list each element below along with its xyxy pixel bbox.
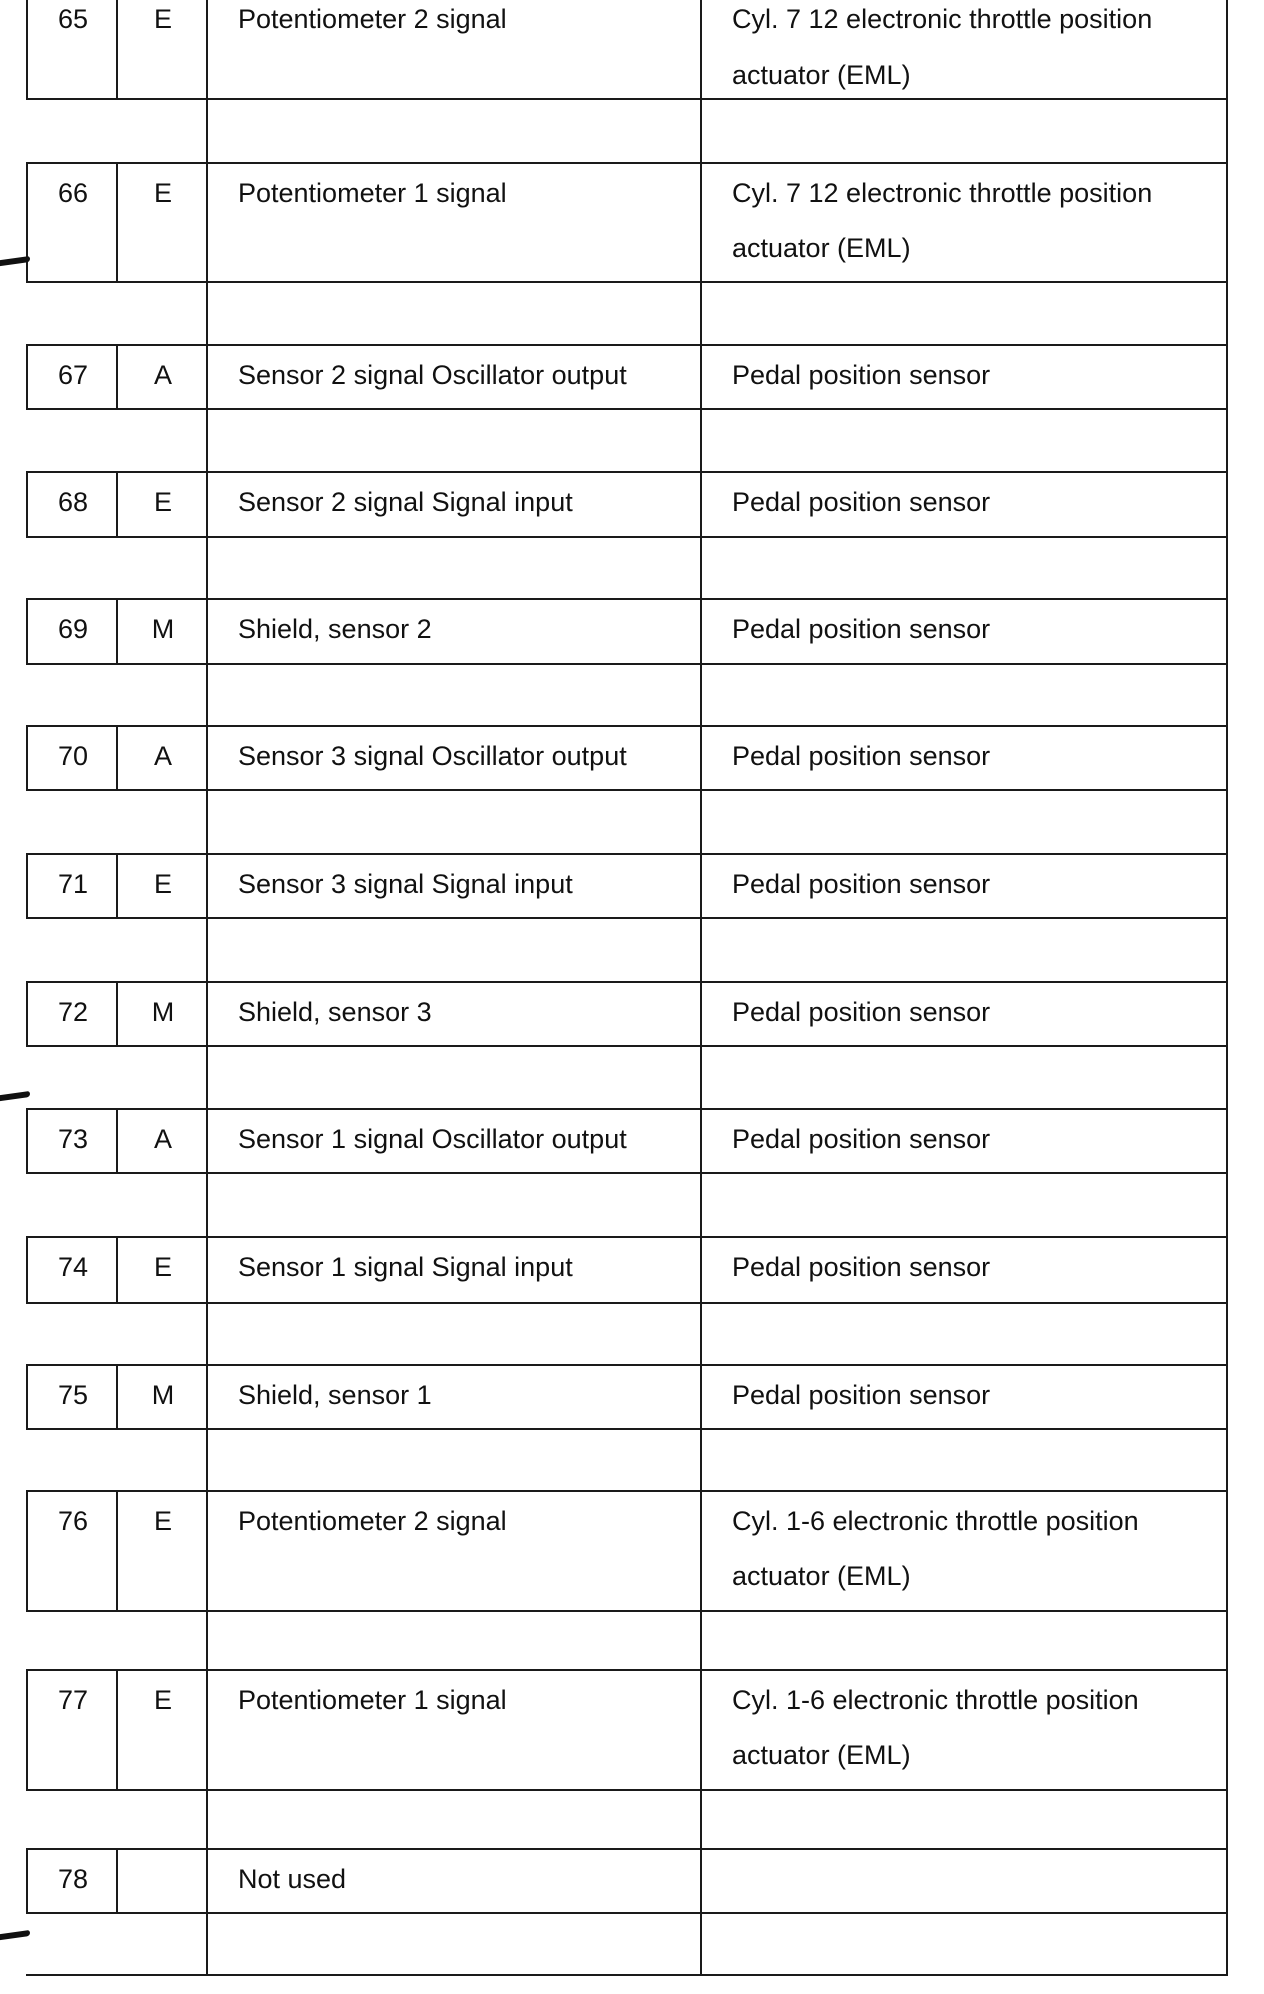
table-border xyxy=(206,408,208,471)
pin-signal: Potentiometer 2 signal xyxy=(238,1506,507,1536)
table-border xyxy=(700,471,702,536)
table-border xyxy=(1226,789,1228,853)
table-border xyxy=(26,1974,1228,1976)
table-border xyxy=(700,281,702,344)
pin-number: 70 xyxy=(57,741,89,771)
table-border xyxy=(206,1302,208,1364)
table-border xyxy=(700,1848,702,1912)
table-border xyxy=(700,536,702,598)
pin-component: Pedal position sensor xyxy=(732,997,991,1027)
pin-io-type: E xyxy=(153,1685,172,1715)
pin-io-type: A xyxy=(153,741,172,771)
pin-io-type: E xyxy=(153,1252,172,1282)
table-border xyxy=(1226,408,1228,471)
table-border xyxy=(1226,1610,1228,1669)
table-border xyxy=(206,1789,208,1848)
table-border xyxy=(206,0,208,100)
table-border xyxy=(206,1428,208,1490)
table-border xyxy=(1226,1236,1228,1302)
table-border xyxy=(1226,471,1228,536)
table-border xyxy=(700,1172,702,1236)
table-border xyxy=(700,1789,702,1848)
pin-signal: Sensor 3 signal Oscillator output xyxy=(238,741,627,771)
pin-component-cont: actuator (EML) xyxy=(732,1561,911,1591)
table-border xyxy=(700,853,702,917)
table-border xyxy=(700,663,702,725)
table-border xyxy=(1226,344,1228,408)
table-border xyxy=(206,98,208,162)
table-border xyxy=(700,98,702,162)
table-border xyxy=(1226,1669,1228,1789)
pin-signal: Shield, sensor 2 xyxy=(238,614,432,644)
table-border xyxy=(1226,1364,1228,1428)
table-border xyxy=(1226,663,1228,725)
pin-signal: Sensor 1 signal Signal input xyxy=(238,1252,573,1282)
table-border xyxy=(26,0,28,100)
table-border xyxy=(1226,1045,1228,1108)
table-border xyxy=(1226,281,1228,344)
pin-number: 71 xyxy=(57,869,89,899)
table-border xyxy=(1226,1302,1228,1364)
table-border xyxy=(700,598,702,663)
pin-signal: Potentiometer 1 signal xyxy=(238,178,507,208)
table-border xyxy=(1226,917,1228,981)
table-border xyxy=(700,1669,702,1789)
table-border xyxy=(700,789,702,853)
table-border xyxy=(700,408,702,471)
table-border xyxy=(1226,1912,1228,1974)
table-border xyxy=(1226,981,1228,1045)
pin-number: 74 xyxy=(57,1252,89,1282)
table-border xyxy=(1226,1108,1228,1172)
pin-component: Pedal position sensor xyxy=(732,360,991,390)
pin-signal: Sensor 2 signal Oscillator output xyxy=(238,360,627,390)
table-border xyxy=(206,1912,208,1974)
table-border xyxy=(1226,1428,1228,1490)
table-border xyxy=(700,1364,702,1428)
pin-io-type: E xyxy=(153,1506,172,1536)
table-border xyxy=(700,162,702,281)
binding-mark xyxy=(0,1091,30,1101)
pin-io-type: E xyxy=(153,869,172,899)
table-border xyxy=(1226,98,1228,162)
table-border xyxy=(700,1108,702,1172)
table-border xyxy=(700,1912,702,1974)
table-border xyxy=(700,1045,702,1108)
pin-component: Pedal position sensor xyxy=(732,1124,991,1154)
table-border xyxy=(700,981,702,1045)
pin-component: Cyl. 1-6 electronic throttle position xyxy=(732,1685,1139,1715)
table-border xyxy=(1226,853,1228,917)
table-border xyxy=(206,1045,208,1108)
table-border xyxy=(1226,1490,1228,1610)
pin-io-type: E xyxy=(153,487,172,517)
table-border xyxy=(700,725,702,789)
table-border xyxy=(1226,1789,1228,1848)
pin-number: 75 xyxy=(57,1380,89,1410)
pin-number: 76 xyxy=(57,1506,89,1536)
pin-signal: Sensor 1 signal Oscillator output xyxy=(238,1124,627,1154)
pin-io-type: M xyxy=(151,614,175,644)
partial-row-component-line2: actuator (EML) xyxy=(732,60,911,90)
pin-number: 73 xyxy=(57,1124,89,1154)
table-border xyxy=(1226,162,1228,281)
pin-signal: Sensor 2 signal Signal input xyxy=(238,487,573,517)
table-border xyxy=(206,536,208,598)
table-border xyxy=(700,344,702,408)
partial-row-signal: Potentiometer 2 signal xyxy=(238,4,507,34)
pin-component: Pedal position sensor xyxy=(732,1252,991,1282)
table-border xyxy=(206,789,208,853)
pin-component: Pedal position sensor xyxy=(732,1380,991,1410)
pin-signal: Sensor 3 signal Signal input xyxy=(238,869,573,899)
table-border xyxy=(1226,598,1228,663)
partial-row-io: E xyxy=(153,4,172,34)
pin-component: Pedal position sensor xyxy=(732,869,991,899)
table-border xyxy=(700,1610,702,1669)
table-border xyxy=(116,0,118,100)
pin-number: 78 xyxy=(57,1864,89,1894)
pin-component: Pedal position sensor xyxy=(732,487,991,517)
table-border xyxy=(700,1236,702,1302)
pin-component: Pedal position sensor xyxy=(732,741,991,771)
table-border xyxy=(700,0,702,100)
pin-number: 77 xyxy=(57,1685,89,1715)
partial-row-number: 65 xyxy=(57,4,89,34)
pin-number: 72 xyxy=(57,997,89,1027)
table-border xyxy=(700,1490,702,1610)
pin-component-cont: actuator (EML) xyxy=(732,1740,911,1770)
table-border xyxy=(206,1848,208,1912)
table-border xyxy=(1226,536,1228,598)
pin-io-type: E xyxy=(153,178,172,208)
partial-row-component-line1: Cyl. 7 12 electronic throttle position xyxy=(732,4,1153,34)
pin-component: Cyl. 1-6 electronic throttle position xyxy=(732,1506,1139,1536)
pin-io-type: A xyxy=(153,1124,172,1154)
table-border xyxy=(1226,725,1228,789)
table-border xyxy=(206,663,208,725)
pin-number: 67 xyxy=(57,360,89,390)
table-border xyxy=(700,1428,702,1490)
table-border xyxy=(700,1302,702,1364)
table-border xyxy=(1226,0,1228,100)
table-border xyxy=(1226,1848,1228,1912)
pin-number: 66 xyxy=(57,178,89,208)
pin-signal: Potentiometer 1 signal xyxy=(238,1685,507,1715)
pin-io-type: M xyxy=(151,1380,175,1410)
table-border xyxy=(206,281,208,344)
binding-mark xyxy=(0,1930,30,1940)
pin-component-cont: actuator (EML) xyxy=(732,233,911,263)
pin-signal: Shield, sensor 1 xyxy=(238,1380,432,1410)
table-border xyxy=(1226,1172,1228,1236)
pin-signal: Not used xyxy=(238,1864,347,1894)
pin-signal: Shield, sensor 3 xyxy=(238,997,432,1027)
pin-io-type: A xyxy=(153,360,172,390)
table-border xyxy=(206,1610,208,1669)
pin-component: Pedal position sensor xyxy=(732,614,991,644)
pin-number: 69 xyxy=(57,614,89,644)
table-border xyxy=(700,917,702,981)
table-border xyxy=(206,1172,208,1236)
table-border xyxy=(206,917,208,981)
pin-io-type: M xyxy=(151,997,175,1027)
pin-number: 68 xyxy=(57,487,89,517)
pin-component: Cyl. 7 12 electronic throttle position xyxy=(732,178,1153,208)
